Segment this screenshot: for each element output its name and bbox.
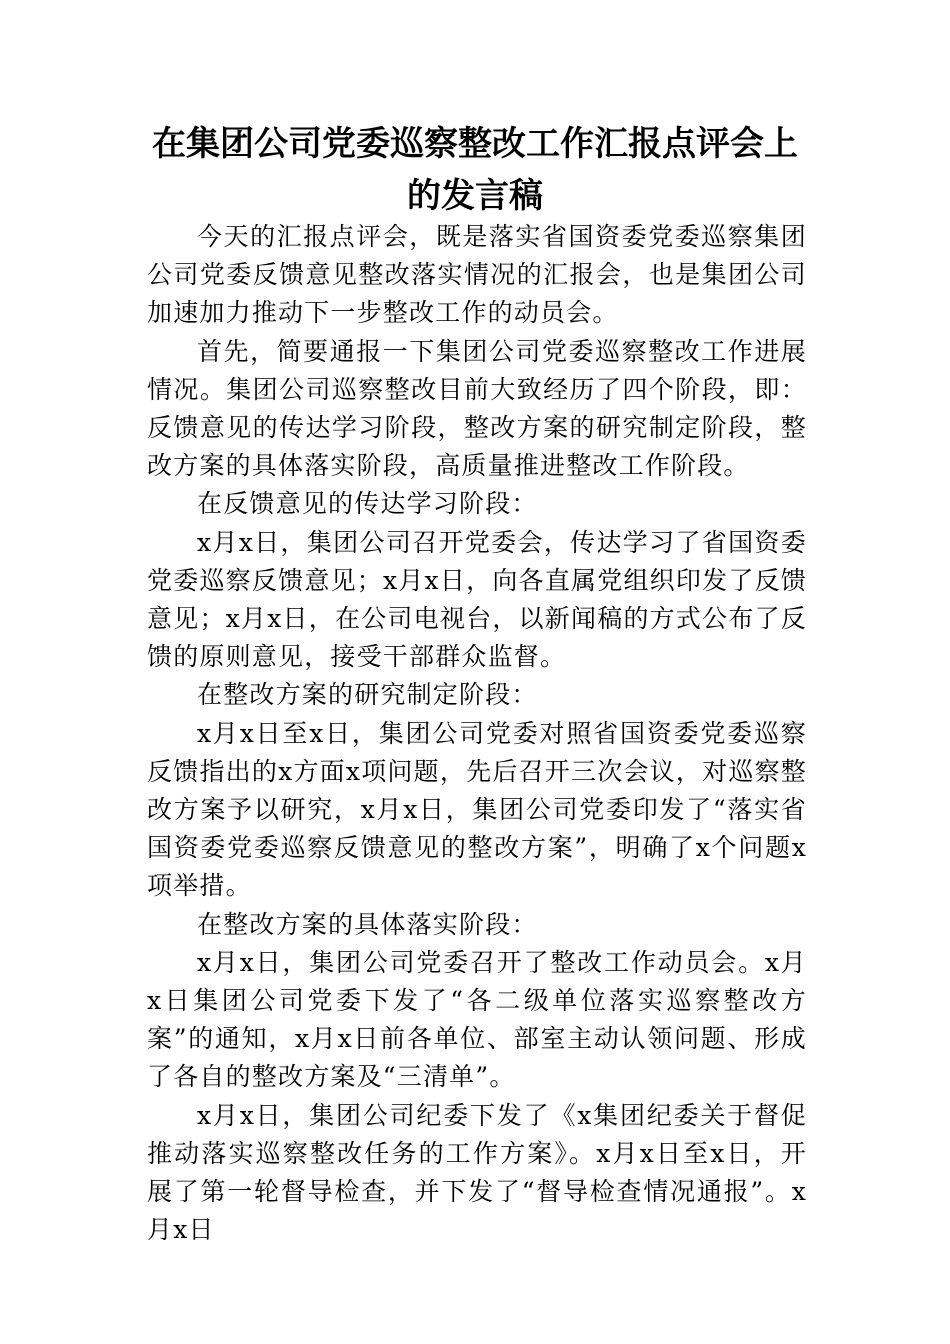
paragraph: 今天的汇报点评会，既是落实省国资委党委巡察集团公司党委反馈意见整改落实情况的汇报会，也是集团公司加速加力推动下一步整改工作的动员会。 — [147, 222, 807, 328]
document-body — [147, 218, 807, 1249]
paragraph: x月x日，集团公司党委召开了整改工作动员会。x月x日集团公司党委下发了“各二级单位落实巡察整改方案”的通知，x月x日前各单位、部室主动认领问题、形成了各自的整改方案及“三清单”。 — [147, 947, 807, 1092]
paragraph: x月x日，集团公司纪委下发了《x集团纪委关于督促推动落实巡察整改任务的工作方案》。x月x日至x日，开展了第一轮督导检查，并下发了“督导检查情况通报”。x月x日 — [147, 1100, 807, 1245]
paragraph: 在反馈意见的传达学习阶段： — [197, 489, 538, 519]
paragraph: x月x日，集团公司召开党委会，传达学习了省国资委党委巡察反馈意见；x月x日，向各直属党组织印发了反馈意见；x月x日，在公司电视台，以新闻稿的方式公布了反馈的原则意见，接受干部群众监督。 — [147, 527, 807, 672]
paragraph: x月x日至x日，集团公司党委对照省国资委党委巡察反馈指出的x方面x项问题，先后召开三次会议，对巡察整改方案予以研究，x月x日，集团公司党委印发了“落实省国资委党委巡察反馈意见的整改方案”，明确了x个问题x项举措。 — [147, 718, 807, 901]
paragraph: 在整改方案的具体落实阶段： — [197, 909, 538, 939]
paragraph: 首先，简要通报一下集团公司党委巡察整改工作进展情况。集团公司巡察整改目前大致经历了四个阶段，即：反馈意见的传达学习阶段，整改方案的研究制定阶段，整改方案的具体落实阶段，高质量推进整改工作阶段。 — [147, 336, 807, 481]
document-title: 在集团公司党委巡察整改工作汇报点评会上的发言稿 — [152, 124, 798, 216]
paragraph: 在整改方案的研究制定阶段： — [197, 680, 538, 710]
